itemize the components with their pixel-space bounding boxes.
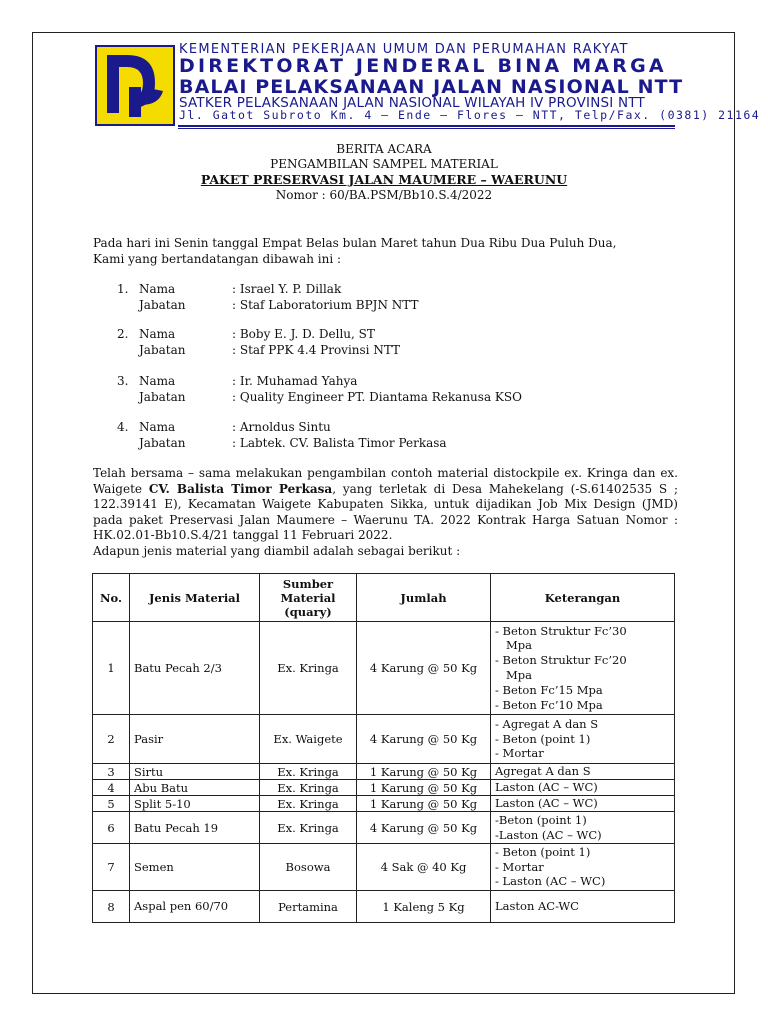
- name-label: Nama: [139, 327, 176, 341]
- cell-source: Ex. Kringa: [260, 622, 357, 715]
- cell-material: Batu Pecah 19: [130, 812, 260, 844]
- col-header-no: No.: [93, 574, 130, 622]
- cell-no: 8: [93, 891, 130, 923]
- cell-quantity: 4 Karung @ 50 Kg: [357, 812, 491, 844]
- header-rule: [178, 125, 675, 127]
- name-value: : Arnoldus Sintu: [232, 420, 331, 434]
- ministry-logo: [95, 45, 175, 126]
- table-header-row: [93, 574, 675, 622]
- cell-quantity: 1 Karung @ 50 Kg: [357, 764, 491, 780]
- note-line: Agregat A dan S: [495, 764, 591, 779]
- cell-material: Semen: [130, 844, 260, 891]
- name-label: Nama: [139, 282, 176, 296]
- cell-notes: [491, 764, 675, 780]
- cell-source: Bosowa: [260, 844, 357, 891]
- ministry-name: KEMENTERIAN PEKERJAAN UMUM DAN PERUMAHAN RAKYAT: [179, 42, 629, 57]
- doc-title: BERITA ACARA: [336, 142, 432, 156]
- note-line: - Beton Fc’10 Mpa: [495, 697, 603, 712]
- directorate-name: DIREKTORAT JENDERAL BINA MARGA: [179, 55, 667, 77]
- cell-no: 6: [93, 812, 130, 844]
- cell-source: Ex. Kringa: [260, 780, 357, 796]
- col-header-source: Sumber Material (quary): [260, 574, 357, 622]
- note-line: - Agregat A dan S: [495, 716, 599, 731]
- note-line: - Beton Fc’15 Mpa: [495, 682, 603, 697]
- role-value: : Labtek. CV. Balista Timor Perkasa: [232, 435, 447, 450]
- body-text-a: Telah bersama – sama melakukan pengambilan contoh material distockpile ex. Kringa dan ex. Waigete: [93, 466, 678, 496]
- cell-no: 7: [93, 844, 130, 891]
- company-name: CV. Balista Timor Perkasa: [148, 481, 333, 496]
- cell-quantity: 1 Kaleng 5 Kg: [357, 891, 491, 923]
- name-label: Nama: [139, 420, 176, 434]
- cell-quantity: 1 Karung @ 50 Kg: [357, 796, 491, 812]
- address-line: Jl. Gatot Subroto Km. 4 – Ende – Flores – NTT, Telp/Fax. (0381) 21164: [179, 108, 761, 122]
- role-value: : Quality Engineer PT. Diantama Rekanusa KSO: [232, 389, 522, 404]
- role-label: Jabatan: [139, 297, 186, 312]
- cell-material: Abu Batu: [130, 780, 260, 796]
- cell-source: Ex. Waigete: [260, 715, 357, 764]
- note-line: - Mortar: [495, 859, 544, 874]
- cell-notes: [491, 844, 675, 891]
- cell-source: Ex. Kringa: [260, 796, 357, 812]
- table-row: [93, 622, 675, 715]
- note-line: Laston AC-WC: [495, 899, 579, 914]
- table-row: [93, 812, 675, 844]
- table-row: [93, 715, 675, 764]
- col-header-quantity: Jumlah: [357, 574, 491, 622]
- doc-package-title: PAKET PRESERVASI JALAN MAUMERE – WAERUNU: [200, 172, 568, 187]
- note-line: -Laston (AC – WC): [495, 827, 602, 842]
- note-line: Mpa: [495, 668, 532, 682]
- material-table: [92, 573, 675, 923]
- signatory-number: 3.: [117, 374, 129, 388]
- note-line: -Beton (point 1): [495, 812, 587, 827]
- cell-no: 3: [93, 764, 130, 780]
- doc-number: Nomor : 60/BA.PSM/Bb10.S.4/2022: [275, 188, 493, 202]
- name-value: : Ir. Muhamad Yahya: [232, 374, 358, 388]
- doc-subtitle: PENGAMBILAN SAMPEL MATERIAL: [270, 157, 498, 171]
- name-value: : Boby E. J. D. Dellu, ST: [232, 327, 375, 341]
- cell-no: 4: [93, 780, 130, 796]
- cell-quantity: 4 Karung @ 50 Kg: [357, 715, 491, 764]
- note-line: - Beton Struktur Fc’20: [495, 653, 627, 668]
- cell-material: Batu Pecah 2/3: [130, 622, 260, 715]
- table-row: [93, 764, 675, 780]
- note-line: Laston (AC – WC): [495, 796, 598, 811]
- table-row: [93, 780, 675, 796]
- note-line: - Beton (point 1): [495, 844, 591, 859]
- cell-notes: [491, 622, 675, 715]
- body-text-b: , yang terletak di Desa Mahekelang (-S.61402535 S ; 122.39141 E), Kecamatan Waigete Kabupaten Sikka, untuk dijadikan Job Mix Design (JMD) pada paket Preservasi Jalan Maumere – Waerunu TA. 2022 Kontrak Harga Satuan Nomor : HK.02.01-Bb10.S.4/21 tanggal 11 Februari 2022.: [93, 481, 678, 543]
- cell-material: Sirtu: [130, 764, 260, 780]
- role-label: Jabatan: [139, 342, 186, 357]
- table-intro: Adapun jenis material yang diambil adalah sebagai berikut :: [93, 544, 461, 558]
- name-label: Nama: [139, 374, 176, 388]
- cell-quantity: 4 Sak @ 40 Kg: [357, 844, 491, 891]
- role-value: : Staf Laboratorium BPJN NTT: [232, 297, 419, 312]
- cell-notes: [491, 891, 675, 923]
- note-line: Laston (AC – WC): [495, 780, 598, 795]
- note-line: - Beton (point 1): [495, 731, 591, 746]
- table-row: [93, 844, 675, 891]
- table-row: [93, 796, 675, 812]
- cell-no: 1: [93, 622, 130, 715]
- cell-quantity: 4 Karung @ 50 Kg: [357, 622, 491, 715]
- cell-source: Pertamina: [260, 891, 357, 923]
- cell-material: Pasir: [130, 715, 260, 764]
- cell-source: Ex. Kringa: [260, 812, 357, 844]
- signatory-number: 4.: [117, 420, 129, 434]
- role-label: Jabatan: [139, 435, 186, 450]
- intro-line-2: Kami yang bertandatangan dibawah ini :: [93, 251, 342, 266]
- cell-notes: [491, 796, 675, 812]
- intro-line-1: Pada hari ini Senin tanggal Empat Belas bulan Maret tahun Dua Ribu Dua Puluh Dua,: [93, 236, 617, 250]
- cell-notes: [491, 780, 675, 796]
- unit-name: SATKER PELAKSANAAN JALAN NASIONAL WILAYAH IV PROVINSI NTT: [179, 95, 645, 111]
- signatory-number: 1.: [117, 282, 129, 296]
- signatory-number: 2.: [117, 327, 129, 341]
- cell-notes: [491, 715, 675, 764]
- header-rule-thin: [178, 128, 675, 129]
- table-row: [93, 891, 675, 923]
- cell-material: Aspal pen 60/70: [130, 891, 260, 923]
- intro-paragraph: [93, 236, 678, 267]
- cell-no: 2: [93, 715, 130, 764]
- cell-source: Ex. Kringa: [260, 764, 357, 780]
- role-value: : Staf PPK 4.4 Provinsi NTT: [232, 342, 401, 357]
- body-paragraph: [93, 466, 678, 544]
- cell-no: 5: [93, 796, 130, 812]
- note-line: - Mortar: [495, 746, 544, 761]
- note-line: - Beton Struktur Fc’30: [495, 623, 627, 638]
- cell-material: Split 5-10: [130, 796, 260, 812]
- note-line: Mpa: [495, 638, 532, 653]
- office-name: BALAI PELAKSANAAN JALAN NASIONAL NTT: [179, 76, 684, 98]
- note-line: - Laston (AC – WC): [495, 874, 606, 889]
- col-header-material: Jenis Material: [130, 574, 260, 622]
- col-header-notes: Keterangan: [491, 574, 675, 622]
- role-label: Jabatan: [139, 389, 186, 404]
- name-value: : Israel Y. P. Dillak: [232, 282, 342, 296]
- cell-quantity: 1 Karung @ 50 Kg: [357, 780, 491, 796]
- cell-notes: [491, 812, 675, 844]
